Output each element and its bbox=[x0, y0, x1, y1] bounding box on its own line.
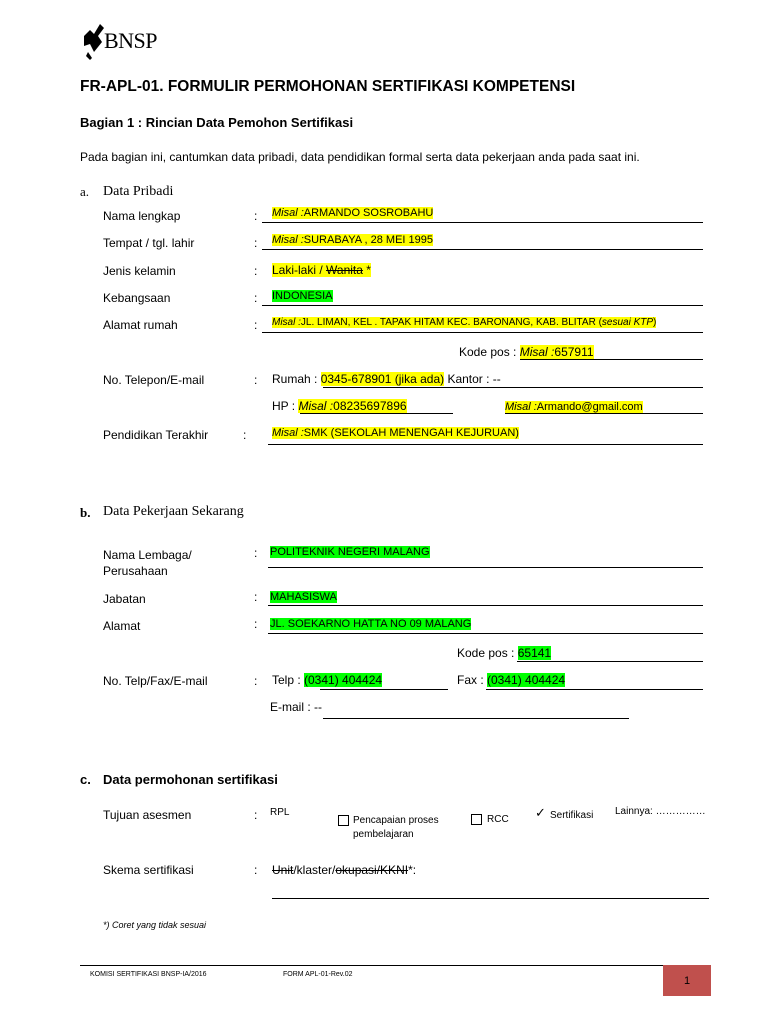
fax-b-field[interactable]: Fax : (0341) 404424 bbox=[457, 673, 566, 687]
nama-field[interactable]: Misal :ARMANDO SOSROBAHU bbox=[272, 207, 434, 219]
intro-text: Pada bagian ini, cantumkan data pribadi, data pendidikan formal serta data pekerjaan anda pada saat ini. bbox=[80, 150, 640, 164]
telp-b-field[interactable]: Telp : (0341) 404424 bbox=[272, 673, 383, 687]
alamat-rumah-underline bbox=[262, 332, 703, 333]
hp-underline bbox=[300, 413, 453, 414]
checkbox-icon bbox=[338, 815, 349, 826]
email-b-field[interactable]: E-mail : -- bbox=[270, 700, 322, 714]
rcc-label: RCC bbox=[487, 814, 509, 825]
alamat-rumah-field[interactable]: Misal :JL. LIMAN, KEL . TAPAK HITAM KEC. BARONANG, KAB. BLITAR (sesuai KTP) bbox=[272, 317, 657, 328]
jabatan-label: Jabatan bbox=[103, 592, 146, 606]
ttl-label: Tempat / tgl. lahir bbox=[103, 236, 195, 250]
colon: : bbox=[254, 546, 258, 560]
colon: : bbox=[254, 808, 258, 822]
lembaga-label: Nama Lembaga/ Perusahaan bbox=[103, 548, 192, 578]
page-number: 1 bbox=[683, 975, 691, 987]
telp-rumah-field[interactable]: Rumah : 0345-678901 (jika ada) Kantor : -- bbox=[272, 372, 501, 386]
colon: : bbox=[254, 863, 258, 877]
ttl-underline bbox=[262, 249, 703, 250]
tujuan-label: Tujuan asesmen bbox=[103, 808, 192, 822]
jk-label: Jenis kelamin bbox=[103, 264, 176, 278]
lembaga-value[interactable]: POLITEKNIK NEGERI MALANG bbox=[270, 546, 430, 558]
kodepos-b-underline bbox=[517, 661, 703, 662]
section-a-letter: a. bbox=[80, 184, 90, 199]
email-b-underline bbox=[323, 718, 629, 719]
email-underline bbox=[505, 413, 703, 414]
alamat-b-label: Alamat bbox=[103, 619, 141, 633]
form-title: FR-APL-01. FORMULIR PERMOHONAN SERTIFIKASI KOMPETENSI bbox=[80, 78, 576, 95]
bagian-1-heading: Bagian 1 : Rincian Data Pemohon Sertifikasi bbox=[80, 115, 354, 130]
footnote: *) Coret yang tidak sesuai bbox=[103, 920, 207, 930]
lainnya-field[interactable]: Lainnya: …………… bbox=[615, 806, 706, 817]
colon: : bbox=[254, 590, 258, 604]
colon: : bbox=[243, 428, 247, 442]
colon: : bbox=[254, 617, 258, 631]
pendidikan-field[interactable]: Misal :SMK (SEKOLAH MENENGAH KEJURUAN) bbox=[272, 427, 519, 439]
alamat-b-underline bbox=[268, 633, 703, 634]
hp-field[interactable]: HP : Misal :08235697896 bbox=[272, 399, 407, 413]
kebangsaan-underline bbox=[262, 305, 703, 306]
alamat-b-value[interactable]: JL. SOEKARNO HATTA NO 09 MALANG bbox=[270, 618, 472, 630]
colon: : bbox=[254, 318, 258, 332]
fax-b-underline bbox=[486, 689, 703, 690]
colon: : bbox=[254, 373, 258, 387]
bnsp-emblem-icon bbox=[80, 22, 106, 60]
kodepos-b-field[interactable]: Kode pos : 65141 bbox=[457, 646, 552, 660]
footer-middle: FORM APL-01-Rev.02 bbox=[283, 971, 353, 978]
telp-b-underline bbox=[320, 689, 448, 690]
section-b-letter: b. bbox=[80, 505, 91, 520]
skema-underline bbox=[272, 898, 709, 899]
jabatan-value[interactable]: MAHASISWA bbox=[270, 591, 337, 603]
page-number-box bbox=[663, 965, 711, 996]
colon: : bbox=[254, 674, 258, 688]
sertifikasi-label: Sertifikasi bbox=[550, 810, 594, 821]
nama-underline bbox=[262, 222, 703, 223]
rcc-checkbox[interactable] bbox=[471, 811, 482, 829]
section-c-letter: c. bbox=[80, 772, 91, 787]
colon: : bbox=[254, 264, 258, 278]
kodepos-a-underline bbox=[520, 359, 703, 360]
checkbox-icon bbox=[471, 814, 482, 825]
skema-field[interactable]: Unit/klaster/okupasi/KKNI*: bbox=[272, 863, 417, 877]
footer-divider bbox=[80, 965, 710, 966]
email-field[interactable]: Misal :Armando@gmail.com bbox=[505, 401, 643, 413]
colon: : bbox=[254, 236, 258, 250]
section-a-title: Data Pribadi bbox=[103, 184, 174, 199]
telp-label: No. Telepon/E-mail bbox=[103, 373, 205, 387]
nama-value: ARMANDO SOSROBAHU bbox=[303, 207, 434, 219]
kodepos-a-field[interactable]: Kode pos : Misal :657911 bbox=[459, 345, 594, 359]
section-b-title: Data Pekerjaan Sekarang bbox=[103, 504, 244, 519]
nama-label: Nama lengkap bbox=[103, 209, 181, 223]
kebangsaan-label: Kebangsaan bbox=[103, 291, 171, 305]
rpl-label: RPL bbox=[270, 807, 290, 818]
footer-left: KOMISI SERTIFIKASI BNSP-IA/2016 bbox=[90, 971, 207, 978]
jabatan-underline bbox=[268, 605, 703, 606]
sertifikasi-checkbox[interactable]: ✓ bbox=[535, 805, 546, 820]
lembaga-underline bbox=[268, 567, 703, 568]
telp-underline bbox=[323, 387, 703, 388]
jk-field[interactable]: Laki-laki / Wanita * bbox=[272, 263, 371, 277]
alamat-rumah-label: Alamat rumah bbox=[103, 318, 178, 332]
section-c-title: Data permohonan sertifikasi bbox=[103, 772, 278, 787]
ttl-value: SURABAYA , 28 MEI 1995 bbox=[303, 234, 433, 246]
kebangsaan-value[interactable]: INDONESIA bbox=[272, 290, 333, 302]
telp-b-label: No. Telp/Fax/E-mail bbox=[103, 674, 208, 688]
pencapaian-checkbox[interactable] bbox=[338, 812, 349, 830]
colon: : bbox=[254, 291, 258, 305]
logo-text: BNSP bbox=[104, 28, 158, 53]
pendidikan-underline bbox=[268, 444, 703, 445]
colon: : bbox=[254, 209, 258, 223]
pendidikan-label: Pendidikan Terakhir bbox=[103, 428, 209, 442]
skema-label: Skema sertifikasi bbox=[103, 863, 194, 877]
ttl-field[interactable]: Misal :SURABAYA , 28 MEI 1995 bbox=[272, 234, 433, 246]
pencapaian-label: Pencapaian proses pembelajaran bbox=[353, 815, 439, 840]
